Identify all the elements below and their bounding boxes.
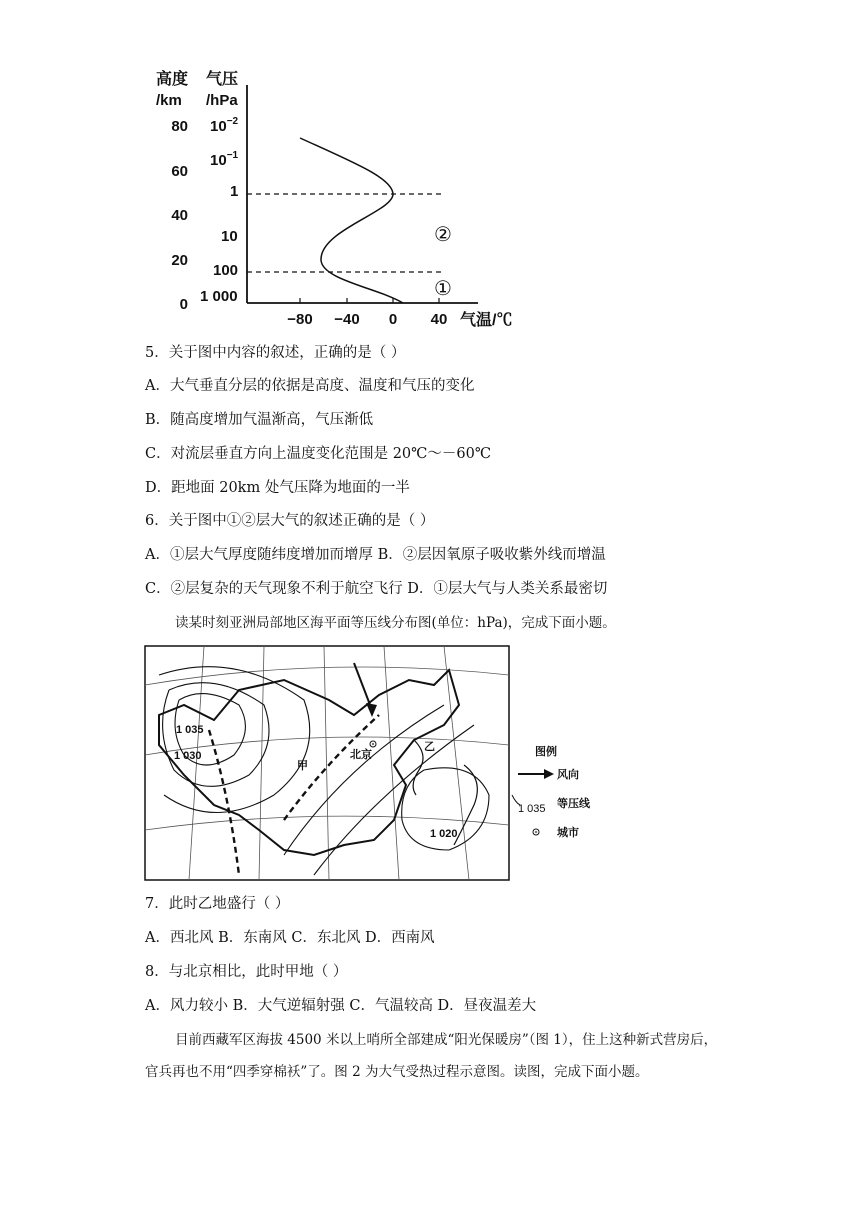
q5-option-a: A．大气垂直分层的依据是高度、温度和气压的变化 bbox=[145, 378, 475, 394]
height-axis-title: 高度 bbox=[156, 71, 189, 88]
q7-stem: 7．此时乙地盛行（ ） bbox=[145, 896, 290, 912]
height-tick: 80 bbox=[171, 118, 188, 135]
q5-option-c: C．对流层垂直方向上温度变化范围是 20℃～－60℃ bbox=[145, 446, 492, 462]
pressure-axis-unit: /hPa bbox=[206, 92, 238, 109]
layer-label-2: ② bbox=[434, 224, 452, 246]
pressure-tick: 1 bbox=[230, 183, 239, 200]
atmosphere-profile-figure bbox=[140, 60, 520, 335]
q5-option-d: D．距地面 20km 处气压降为地面的一半 bbox=[145, 480, 410, 496]
legend-isobar: 等压线 bbox=[557, 798, 590, 810]
legend-title: 图例 bbox=[535, 746, 557, 758]
height-axis-unit: /km bbox=[156, 92, 182, 109]
place-label-jia: 甲 bbox=[297, 760, 308, 772]
legend-wind: 风向 bbox=[557, 769, 579, 781]
map-intro: 读某时刻亚洲局部地区海平面等压线分布图(单位：hPa)，完成下面小题。 bbox=[175, 615, 616, 631]
temp-axis-label: 气温/℃ bbox=[460, 312, 513, 329]
pressure-tick: 10 bbox=[221, 228, 238, 245]
legend-isobar-value: 1 035 bbox=[518, 803, 546, 815]
temp-tick: 40 bbox=[430, 311, 448, 328]
height-tick: 60 bbox=[171, 163, 188, 180]
layer-label-1: ① bbox=[434, 278, 452, 300]
section-intro: 目前西藏军区海拔 4500 米以上哨所全部建成“阳光保暖房”（图 1），住上这种新式营房后，官兵再也不用“四季穿棉袄”了。图 2 为大气受热过程示意图。读图，完成下面小题。 bbox=[145, 1032, 718, 1080]
pressure-tick: 1 000 bbox=[200, 288, 238, 305]
temp-tick: −40 bbox=[334, 311, 360, 328]
isobar-label: 1 020 bbox=[430, 828, 458, 840]
place-label-yi: 乙 bbox=[424, 741, 435, 753]
q5-option-b: B．随高度增加气温渐高，气压渐低 bbox=[145, 412, 374, 428]
temp-tick: 0 bbox=[388, 311, 398, 328]
temp-tick: −80 bbox=[287, 311, 313, 328]
q7-options: A．西北风 B．东南风 C．东北风 D．西南风 bbox=[145, 930, 435, 946]
isobar-map-figure bbox=[144, 645, 604, 885]
pressure-tick: $10^{-2}$ bbox=[210, 116, 239, 135]
height-tick: 20 bbox=[171, 252, 188, 269]
pressure-tick: $10^{-1}$ bbox=[210, 150, 239, 169]
legend-city: 城市 bbox=[557, 827, 579, 839]
height-tick: 0 bbox=[179, 296, 188, 313]
map-legend bbox=[512, 744, 591, 839]
pressure-tick: 100 bbox=[213, 262, 239, 279]
height-tick: 40 bbox=[171, 207, 188, 224]
q6-stem: 6．关于图中①②层大气的叙述正确的是（ ） bbox=[145, 513, 435, 529]
isobar-label: 1 030 bbox=[174, 750, 202, 762]
place-label-beijing: 北京 bbox=[350, 749, 372, 761]
q6-options-line2: C．②层复杂的天气现象不利于航空飞行 D．①层大气与人类关系最密切 bbox=[145, 581, 608, 597]
isobar-label: 1 035 bbox=[176, 724, 204, 736]
temperature-curve bbox=[300, 138, 403, 303]
q6-options-line1: A．①层大气厚度随纬度增加而增厚 B．②层因氧原子吸收紫外线而增温 bbox=[145, 547, 606, 563]
pressure-axis-title: 气压 bbox=[206, 71, 239, 88]
q5-stem: 5．关于图中内容的叙述，正确的是（ ） bbox=[145, 345, 406, 361]
q8-stem: 8．与北京相比，此时甲地（ ） bbox=[145, 964, 348, 980]
q8-options: A．风力较小 B．大气逆辐射强 C．气温较高 D．昼夜温差大 bbox=[145, 998, 537, 1014]
